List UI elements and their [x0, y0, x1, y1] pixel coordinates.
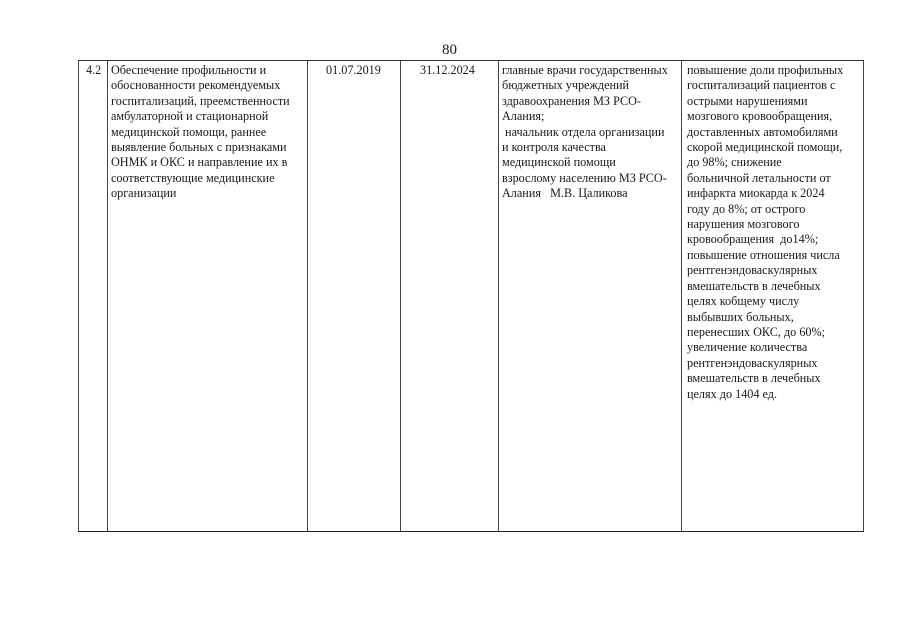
measure-description: Обеспечение профильности и обоснованности рекомендуемых госпитализаций, преемственности амбулаторной и стационарной медицинской помощи, раннее выявление больных с признаками ОНМК и ОКС и направление их в соответствующие медицинские организации	[111, 63, 290, 201]
column-divider	[400, 61, 401, 531]
start-date: 01.07.2019	[326, 63, 381, 77]
page-number: 80	[442, 42, 457, 58]
table-border-right	[863, 61, 864, 531]
responsible-persons: главные врачи государственных бюджетных учреждений здравоохранения МЗ РСО- Алания; начальник отдела организации и контроля качества медицинской помощи взрослому населению МЗ РСО- Алания М.В. Цаликова	[502, 63, 668, 201]
measures-table	[78, 60, 864, 532]
column-divider	[307, 61, 308, 531]
column-divider	[107, 61, 108, 531]
row-number: 4.2	[86, 63, 102, 77]
expected-result: повышение доли профильных госпитализаций пациентов с острыми нарушениями мозгового кровообращения, доставленных автомобилями скорой медицинской помощи, до 98%; снижение больничной летальности от инфаркта миокарда к 2024 году до 8%; от острого нарушения мозгового кровообращения до14%; повышение отношения числа рентгенэндоваскулярных вмешательств в лечебных целях кобщему числу выбывших больных, перенесших ОКС, до 60%; увеличение количества рентгенэндоваскулярных вмешательств в лечебных целях до 1404 ед.	[687, 63, 844, 401]
column-divider	[681, 61, 682, 531]
column-divider	[498, 61, 499, 531]
table-border-left	[78, 61, 79, 531]
end-date: 31.12.2024	[420, 63, 475, 77]
